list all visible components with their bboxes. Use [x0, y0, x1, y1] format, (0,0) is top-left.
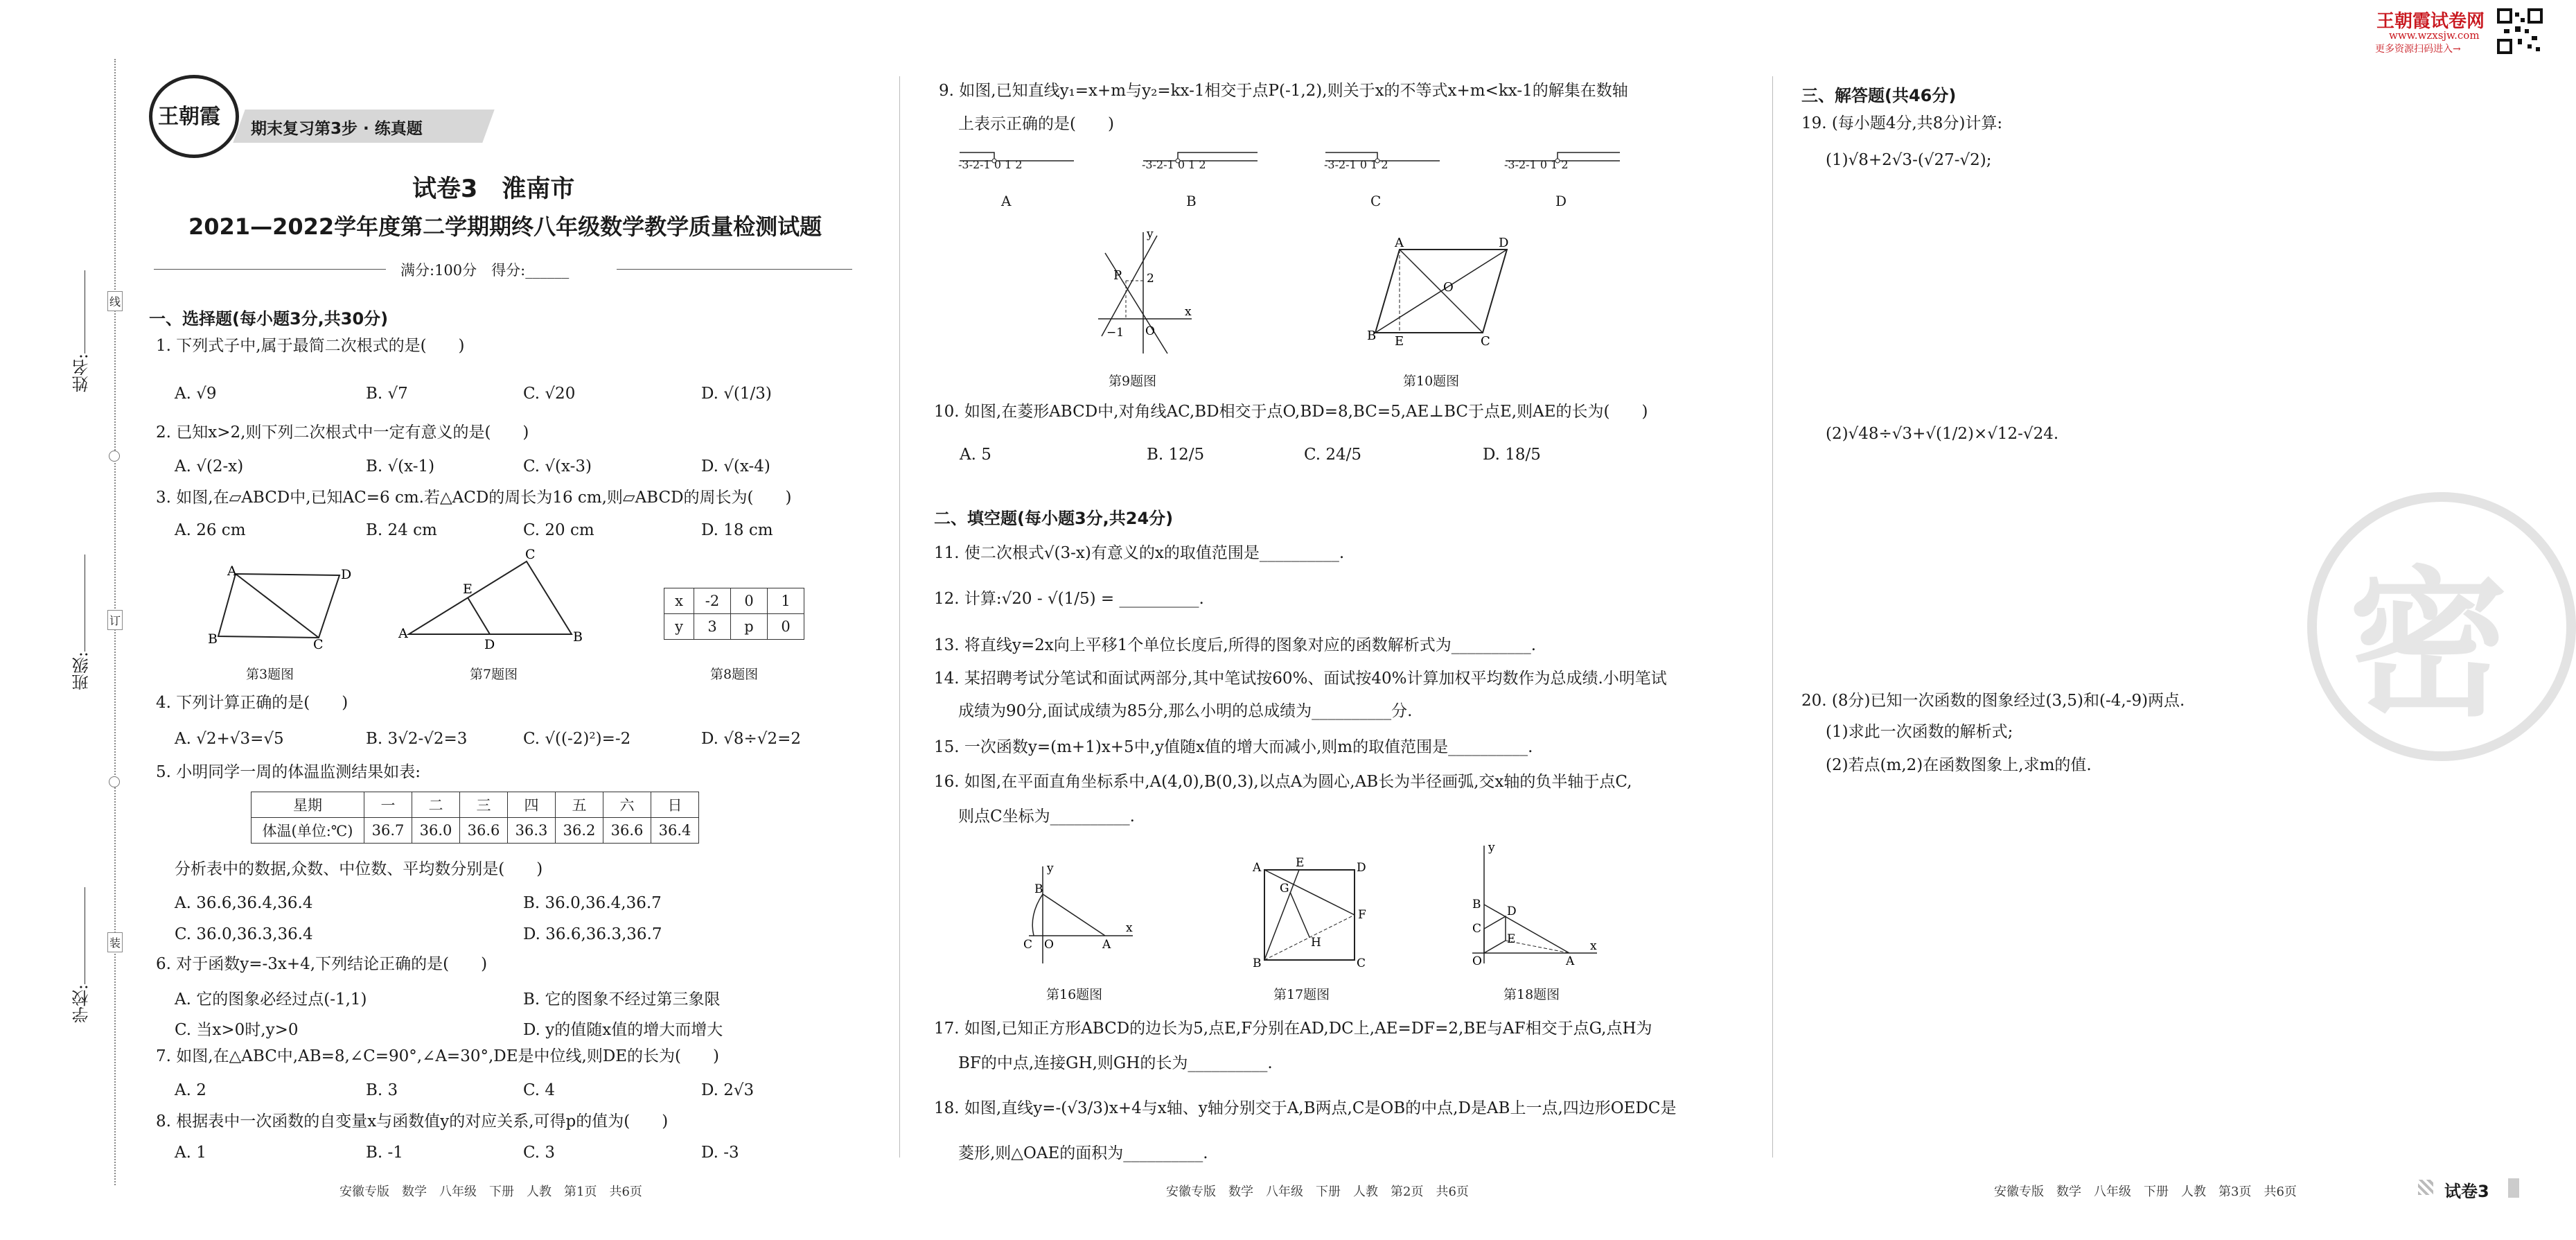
- score-rule-left: [154, 269, 386, 270]
- svg-text:G: G: [1280, 882, 1289, 896]
- brand-logo-text: 王朝霞: [158, 105, 220, 129]
- q9-option-c: C: [1370, 193, 1382, 209]
- name-label: 姓名:: [72, 353, 91, 393]
- question-13: 13. 将直线y=2x向上平移1个单位长度后,所得的图象对应的函数解析式为__________.: [934, 636, 1537, 654]
- svg-text:D: D: [341, 567, 352, 582]
- question-20-part-2: (2)若点(m,2)在函数图象上,求m的值.: [1826, 756, 2092, 774]
- site-slogan: 更多资源扫码进入→: [2375, 44, 2461, 55]
- footer-exam-tag: 试卷3: [2444, 1182, 2489, 1201]
- t5-head: 三: [460, 792, 508, 818]
- svg-text:A: A: [227, 564, 237, 579]
- question-16: 16. 如图,在平面直角坐标系中,A(4,0),B(0,3),以点A为圆心,AB长为半径画弧,交x轴的负半轴于点C,: [934, 773, 1632, 791]
- caption-q17: 第17题图: [1273, 987, 1330, 1002]
- question-17-cont: BF的中点,连接GH,则GH的长为__________.: [958, 1054, 1273, 1072]
- figure-q3-parallelogram: [208, 561, 353, 652]
- t8-cell: 0: [731, 588, 768, 614]
- svg-text:D: D: [1357, 861, 1366, 875]
- svg-text:H: H: [1311, 936, 1321, 950]
- svg-text:y: y: [1047, 862, 1054, 875]
- q5-option-b: B. 36.0,36.4,36.7: [523, 894, 662, 912]
- column-divider: [1772, 76, 1773, 1158]
- svg-text:B: B: [1472, 898, 1481, 911]
- question-9: 9. 如图,已知直线y₁=x+m与y₂=kx-1相交于点P(-1,2),则关于x的不等式x+m<kx-1的解集在数轴: [939, 82, 1628, 100]
- q10-option-d: D. 18/5: [1483, 446, 1541, 464]
- figure-q16-arc: [1022, 859, 1140, 970]
- q6-option-d: D. y的值随x值的增大而增大: [523, 1021, 723, 1039]
- question-12: 12. 计算:√20 - √(1/5) = __________.: [934, 590, 1204, 608]
- q5-option-d: D. 36.6,36.3,36.7: [523, 925, 662, 943]
- q7-option-d: D. 2√3: [701, 1081, 755, 1099]
- caption-q3: 第3题图: [246, 667, 294, 682]
- svg-text:B: B: [1367, 329, 1377, 343]
- figure-q18-rhombus: [1465, 839, 1600, 974]
- question-20: 20. (8分)已知一次函数的图象经过(3,5)和(-4,-9)两点.: [1801, 692, 2185, 710]
- question-14: 14. 某招聘考试分笔试和面试两部分,其中笔试按60%、面试按40%计算加权平均数作为总成绩.小明笔试: [934, 670, 1667, 688]
- t5-cell: 36.2: [556, 818, 603, 844]
- caption-q7: 第7题图: [470, 667, 518, 682]
- q2-option-d: D. √(x-4): [701, 457, 770, 475]
- exam-title: 2021—2022学年度第二学期期终八年级数学教学质量检测试题: [188, 213, 822, 240]
- number-line-d-label: -3-2-1 0 1 2: [1504, 158, 1569, 171]
- question-19-part-1: (1)√8+2√3-(√27-√2);: [1826, 151, 1992, 169]
- svg-text:B: B: [573, 629, 583, 645]
- t5-head: 二: [412, 792, 460, 818]
- number-line-b-label: -3-2-1 0 1 2: [1142, 158, 1206, 171]
- question-18-cont: 菱形,则△OAE的面积为__________.: [958, 1144, 1208, 1162]
- svg-text:E: E: [463, 582, 473, 597]
- q6-option-a: A. 它的图象必经过点(-1,1): [175, 990, 367, 1008]
- q4-option-a: A. √2+√3=√5: [175, 730, 284, 748]
- q1-option-b: B. √7: [366, 385, 408, 403]
- q3-option-d: D. 18 cm: [701, 521, 773, 539]
- q4-option-c: C. √((-2)²)=-2: [523, 730, 631, 748]
- svg-text:A: A: [1395, 236, 1404, 250]
- score-line: 满分:100分 得分:______: [400, 262, 570, 279]
- footer-dots: [2418, 1180, 2433, 1195]
- section-fill-title: 二、填空题(每小题3分,共24分): [934, 509, 1174, 528]
- q8-option-d: D. -3: [701, 1144, 739, 1162]
- q3-option-c: C. 20 cm: [523, 521, 594, 539]
- q1-option-d: D. √(1/3): [701, 385, 772, 403]
- q9-option-b: B: [1186, 193, 1197, 209]
- q1-option-c: C. √20: [523, 385, 576, 403]
- t8-cell: x: [664, 588, 694, 614]
- secret-watermark-text: 密: [2349, 553, 2509, 738]
- svg-text:P: P: [1113, 268, 1122, 283]
- q9-option-d: D: [1555, 193, 1567, 209]
- binding-hole: [109, 451, 120, 462]
- svg-text:C: C: [1481, 334, 1490, 349]
- caption-q16: 第16题图: [1046, 987, 1103, 1002]
- svg-text:O: O: [1443, 280, 1454, 295]
- column-divider: [899, 76, 900, 1158]
- t5-head: 日: [651, 792, 699, 818]
- question-20-part-1: (1)求此一次函数的解析式;: [1826, 723, 2013, 741]
- q2-option-b: B. √(x-1): [366, 457, 435, 475]
- svg-text:y: y: [1488, 841, 1495, 855]
- q6-option-b: B. 它的图象不经过第三象限: [523, 990, 721, 1008]
- question-1: 1. 下列式子中,属于最简二次根式的是( ): [156, 337, 465, 355]
- svg-text:2: 2: [1147, 272, 1154, 286]
- caption-q9: 第9题图: [1109, 374, 1157, 389]
- binding-hole: [109, 776, 120, 787]
- question-6: 6. 对于函数y=-3x+4,下列结论正确的是( ): [156, 955, 488, 973]
- t5-head: 星期: [252, 792, 364, 818]
- q2-option-a: A. √(2-x): [175, 457, 244, 475]
- svg-text:O: O: [1044, 938, 1054, 952]
- svg-text:C: C: [1357, 957, 1366, 970]
- q7-option-a: A. 2: [175, 1081, 206, 1099]
- q8-option-a: A. 1: [175, 1144, 206, 1162]
- q7-option-b: B. 3: [366, 1081, 398, 1099]
- svg-text:x: x: [1126, 921, 1133, 935]
- footer-tag-bar: [2508, 1178, 2519, 1198]
- q8-option-b: B. -1: [366, 1144, 403, 1162]
- question-19: 19. (每小题4分,共8分)计算:: [1801, 114, 2003, 132]
- t5-cell: 36.4: [651, 818, 699, 844]
- t5-head: 五: [556, 792, 603, 818]
- svg-text:−1: −1: [1106, 326, 1124, 340]
- caption-q10: 第10题图: [1403, 374, 1460, 389]
- question-5: 5. 小明同学一周的体温监测结果如表:: [156, 763, 421, 781]
- q2-option-c: C. √(x-3): [523, 457, 592, 475]
- question-18: 18. 如图,直线y=-(√3/3)x+4与x轴、y轴分别交于A,B两点,C是OB的中点,D是AB上一点,四边形OEDC是: [934, 1099, 1677, 1117]
- svg-text:A: A: [1253, 861, 1262, 875]
- t8-cell: y: [664, 614, 694, 640]
- section-answer-title: 三、解答题(共46分): [1801, 86, 1957, 105]
- q4-option-d: D. √8÷√2=2: [701, 730, 801, 748]
- t8-cell: p: [731, 614, 768, 640]
- svg-text:O: O: [1145, 324, 1155, 338]
- question-11: 11. 使二次根式√(3-x)有意义的x的取值范围是__________.: [934, 544, 1345, 562]
- banner-title: 期末复习第3步 · 练真题: [251, 120, 423, 138]
- t5-head: 六: [603, 792, 651, 818]
- svg-text:D: D: [484, 637, 495, 652]
- svg-text:x: x: [1185, 305, 1192, 319]
- svg-text:A: A: [1102, 938, 1111, 952]
- svg-text:A: A: [398, 626, 408, 641]
- svg-text:C: C: [1023, 938, 1033, 952]
- q3-option-a: A. 26 cm: [175, 521, 246, 539]
- svg-text:B: B: [208, 631, 218, 647]
- svg-text:A: A: [1566, 954, 1575, 968]
- question-3: 3. 如图,在▱ABCD中,已知AC=6 cm.若△ACD的周长为16 cm,则▱ABCD的周长为( ): [156, 489, 792, 507]
- q4-option-b: B. 3√2-√2=3: [366, 730, 468, 748]
- t5-cell: 体温(单位:℃): [252, 818, 364, 844]
- svg-text:C: C: [1472, 922, 1482, 936]
- svg-text:x: x: [1590, 939, 1597, 953]
- number-line-a-label: -3-2-1 0 1 2: [958, 158, 1023, 171]
- svg-text:B: B: [1253, 957, 1262, 970]
- q5-option-a: A. 36.6,36.4,36.4: [175, 894, 313, 912]
- caption-q8: 第8题图: [710, 667, 759, 682]
- q6-option-c: C. 当x>0时,y>0: [175, 1021, 299, 1039]
- q5-option-c: C. 36.0,36.3,36.4: [175, 925, 313, 943]
- footer-page-1: 安徽专版 数学 八年级 下册 人教 第1页 共6页: [339, 1185, 642, 1199]
- t5-cell: 36.7: [364, 818, 412, 844]
- footer-page-2: 安徽专版 数学 八年级 下册 人教 第2页 共6页: [1166, 1185, 1469, 1199]
- question-5-sub: 分析表中的数据,众数、中位数、平均数分别是( ): [175, 860, 543, 878]
- q3-option-b: B. 24 cm: [366, 521, 437, 539]
- svg-text:E: E: [1507, 932, 1516, 946]
- site-url: www.wzxsjw.com: [2389, 29, 2480, 42]
- t8-cell: 0: [768, 614, 804, 640]
- question-17: 17. 如图,已知正方形ABCD的边长为5,点E,F分别在AD,DC上,AE=DF=2,BE与AF相交于点G,点H为: [934, 1020, 1652, 1038]
- q10-option-c: C. 24/5: [1304, 446, 1362, 464]
- q8-option-c: C. 3: [523, 1144, 556, 1162]
- t8-cell: 1: [768, 588, 804, 614]
- question-19-part-2: (2)√48÷√3+√(1/2)×√12-√24.: [1826, 425, 2059, 443]
- svg-text:C: C: [525, 547, 536, 562]
- question-2: 2. 已知x>2,则下列二次根式中一定有意义的是( ): [156, 423, 529, 442]
- svg-text:y: y: [1147, 227, 1154, 241]
- figure-q10-rhombus: [1368, 236, 1521, 347]
- question-4: 4. 下列计算正确的是( ): [156, 694, 349, 712]
- figure-q9-lines: [1091, 225, 1195, 357]
- q7-option-c: C. 4: [523, 1081, 556, 1099]
- caption-q18: 第18题图: [1503, 987, 1560, 1002]
- score-rule-right: [617, 269, 852, 270]
- q9-option-a: A: [1001, 193, 1012, 209]
- t5-cell: 36.3: [508, 818, 556, 844]
- table-q5: [251, 792, 699, 844]
- figure-q17-square: [1247, 856, 1372, 970]
- t8-cell: 3: [694, 614, 731, 640]
- t5-cell: 36.0: [412, 818, 460, 844]
- t5-cell: 36.6: [603, 818, 651, 844]
- question-7: 7. 如图,在△ABC中,AB=8,∠C=90°,∠A=30°,DE是中位线,则DE的长为( ): [156, 1047, 719, 1065]
- qr-code-icon: [2497, 8, 2543, 54]
- q1-option-a: A. √9: [175, 385, 217, 403]
- t8-cell: -2: [694, 588, 731, 614]
- svg-text:E: E: [1296, 856, 1305, 870]
- svg-text:F: F: [1358, 908, 1366, 922]
- footer-page-3: 安徽专版 数学 八年级 下册 人教 第3页 共6页: [1994, 1185, 2297, 1199]
- question-10: 10. 如图,在菱形ABCD中,对角线AC,BD相交于点O,BD=8,BC=5,AE⊥BC于点E,则AE的长为( ): [934, 403, 1648, 421]
- table-q8: [664, 588, 804, 640]
- question-8: 8. 根据表中一次函数的自变量x与函数值y的对应关系,可得p的值为( ): [156, 1112, 669, 1130]
- section-choice-title: 一、选择题(每小题3分,共30分): [149, 309, 389, 329]
- exam-number: 试卷3 淮南市: [412, 175, 575, 203]
- t5-head: 一: [364, 792, 412, 818]
- question-14-cont: 成绩为90分,面试成绩为85分,那么小明的总成绩为__________分.: [958, 702, 1413, 720]
- question-9-cont: 上表示正确的是( ): [958, 115, 1114, 133]
- class-label: 班级:: [72, 652, 91, 691]
- question-15: 15. 一次函数y=(m+1)x+5中,y值随x值的增大而减小,则m的取值范围是__________.: [934, 738, 1533, 756]
- school-label: 学校:: [72, 984, 91, 1024]
- question-16-cont: 则点C坐标为__________.: [958, 807, 1135, 826]
- svg-text:E: E: [1395, 334, 1404, 349]
- q10-option-a: A. 5: [960, 446, 991, 464]
- svg-text:C: C: [313, 637, 324, 652]
- number-line-c-label: -3-2-1 0 1 2: [1324, 158, 1388, 171]
- figure-q7-triangle: [398, 548, 585, 652]
- svg-text:D: D: [1499, 236, 1509, 250]
- cut-mark-line: 线: [107, 291, 123, 311]
- cut-mark-bind: 装: [107, 932, 123, 952]
- t5-cell: 36.6: [460, 818, 508, 844]
- svg-text:D: D: [1507, 905, 1517, 918]
- svg-text:B: B: [1034, 882, 1043, 896]
- site-brand: 王朝霞试卷网: [2376, 11, 2485, 32]
- cut-mark-order: 订: [107, 610, 123, 630]
- q10-option-b: B. 12/5: [1147, 446, 1205, 464]
- svg-text:O: O: [1472, 954, 1482, 968]
- t5-head: 四: [508, 792, 556, 818]
